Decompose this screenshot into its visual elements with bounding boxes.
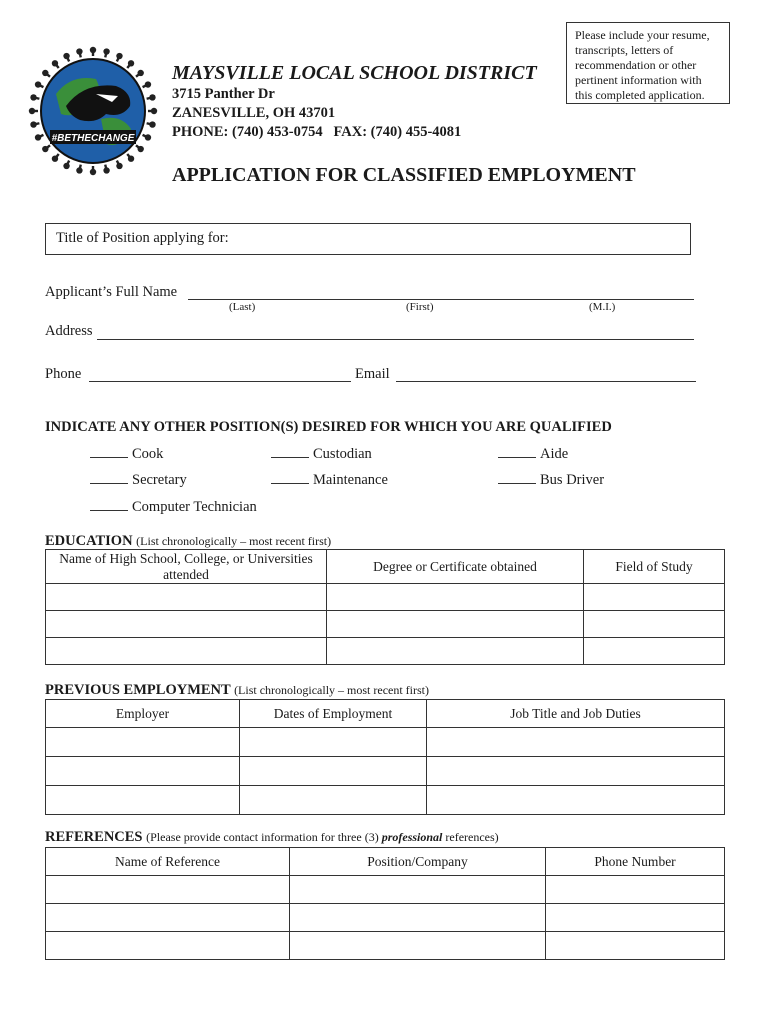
- attachment-note-box: Please include your resume, transcripts, letters of recommendation or other pertinent information with this completed application.: [566, 22, 730, 104]
- figure-body: [136, 73, 141, 77]
- option-label: Secretary: [132, 472, 187, 488]
- option-computer-technician[interactable]: [90, 499, 257, 516]
- figure-body: [147, 123, 153, 124]
- option-label: Custodian: [313, 446, 372, 462]
- figure-body: [105, 52, 106, 58]
- table-row: [46, 584, 725, 611]
- table-cell[interactable]: [290, 876, 546, 904]
- table-cell[interactable]: [546, 876, 725, 904]
- table-cell[interactable]: [240, 786, 427, 815]
- column-header: Position/Company: [290, 848, 546, 876]
- education-heading: [45, 533, 331, 550]
- figure-body: [34, 123, 40, 124]
- table-row: [46, 638, 725, 665]
- table-cell[interactable]: [327, 611, 584, 638]
- figure-body: [79, 165, 80, 171]
- column-header: Degree or Certificate obtained: [327, 550, 584, 584]
- figure-body: [55, 154, 59, 159]
- name-last-caption: (Last): [229, 301, 256, 313]
- figure-body: [45, 145, 50, 149]
- column-header: Name of Reference: [46, 848, 290, 876]
- option-label: Bus Driver: [540, 472, 605, 488]
- table-cell[interactable]: [427, 757, 725, 786]
- table-row: [46, 904, 725, 932]
- table-cell[interactable]: [584, 584, 725, 611]
- table-header-row: [46, 550, 725, 584]
- references-title: REFERENCES: [45, 829, 143, 845]
- employment-title: PREVIOUS EMPLOYMENT: [45, 682, 231, 698]
- column-header: Employer: [46, 700, 240, 728]
- name-first-caption: (First): [406, 301, 434, 313]
- column-header: Dates of Employment: [240, 700, 427, 728]
- table-cell[interactable]: [46, 904, 290, 932]
- table-cell[interactable]: [240, 757, 427, 786]
- district-city: ZANESVILLE, OH 43701: [172, 105, 336, 121]
- name-mi-caption: (M.I.): [589, 301, 616, 313]
- figure-body: [105, 165, 106, 171]
- table-cell[interactable]: [427, 728, 725, 757]
- employment-table: [45, 699, 725, 815]
- option-label: Computer Technician: [132, 499, 257, 515]
- logo-hashtag: #BETHECHANGE: [51, 133, 135, 144]
- table-cell[interactable]: [327, 638, 584, 665]
- column-header: Name of High School, College, or Universities attended: [46, 550, 327, 584]
- figure-body: [79, 52, 80, 58]
- figure-body: [45, 73, 50, 77]
- table-cell[interactable]: [546, 904, 725, 932]
- table-cell[interactable]: [584, 638, 725, 665]
- figure-body: [136, 145, 141, 149]
- figure-body: [147, 97, 153, 98]
- option-blank[interactable]: [271, 482, 309, 484]
- position-title-field[interactable]: [45, 223, 691, 255]
- option-custodian[interactable]: [271, 446, 372, 463]
- table-header-row: [46, 700, 725, 728]
- column-header: Field of Study: [584, 550, 725, 584]
- form-title: APPLICATION FOR CLASSIFIED EMPLOYMENT: [172, 164, 636, 186]
- district-logo: [26, 44, 160, 178]
- table-row: [46, 757, 725, 786]
- table-cell[interactable]: [46, 876, 290, 904]
- other-positions-heading: INDICATE ANY OTHER POSITION(S) DESIRED FOR WHICH YOU ARE QUALIFIED: [45, 419, 612, 435]
- table-row: [46, 876, 725, 904]
- address-line[interactable]: [97, 339, 694, 340]
- address-label: Address: [45, 323, 93, 339]
- option-label: Cook: [132, 446, 164, 462]
- table-row: [46, 786, 725, 815]
- table-cell[interactable]: [46, 638, 327, 665]
- option-label: Maintenance: [313, 472, 388, 488]
- figure-body: [127, 63, 131, 68]
- table-cell[interactable]: [546, 932, 725, 960]
- full-name-line[interactable]: [188, 299, 694, 300]
- table-cell[interactable]: [46, 757, 240, 786]
- table-cell[interactable]: [46, 786, 240, 815]
- option-blank[interactable]: [498, 482, 536, 484]
- education-note: (List chronologically – most recent first): [136, 534, 332, 548]
- option-bus-driver[interactable]: [498, 472, 604, 489]
- table-row: [46, 728, 725, 757]
- references-note: [146, 830, 499, 844]
- district-street: 3715 Panther Dr: [172, 86, 275, 102]
- position-title-label: Title of Position applying for:: [56, 230, 229, 246]
- option-blank[interactable]: [90, 482, 128, 484]
- employment-heading: [45, 682, 429, 699]
- references-heading: [45, 829, 499, 846]
- email-line[interactable]: [396, 381, 696, 382]
- district-phone-fax: PHONE: (740) 453-0754 FAX: (740) 455-4081: [172, 124, 462, 140]
- table-row: [46, 932, 725, 960]
- education-table: [45, 549, 725, 665]
- column-header: Phone Number: [546, 848, 725, 876]
- option-blank[interactable]: [90, 509, 128, 511]
- table-cell[interactable]: [427, 786, 725, 815]
- education-title: EDUCATION: [45, 533, 133, 549]
- full-name-label: Applicant’s Full Name: [45, 284, 178, 300]
- table-cell[interactable]: [584, 611, 725, 638]
- table-cell[interactable]: [290, 904, 546, 932]
- table-cell[interactable]: [240, 728, 427, 757]
- column-header: Job Title and Job Duties: [427, 700, 725, 728]
- table-cell[interactable]: [46, 611, 327, 638]
- table-cell[interactable]: [290, 932, 546, 960]
- email-label: Email: [355, 366, 390, 382]
- option-aide[interactable]: [498, 446, 568, 463]
- references-note-emphasis: professional: [381, 830, 443, 844]
- references-table: [45, 847, 725, 960]
- table-cell[interactable]: [46, 728, 240, 757]
- option-blank[interactable]: [498, 456, 536, 458]
- table-row: [46, 611, 725, 638]
- phone-line[interactable]: [89, 381, 351, 382]
- references-note-text: (Please provide contact information for three (3): [146, 830, 382, 844]
- phone-label: Phone: [45, 366, 82, 382]
- option-blank[interactable]: [271, 456, 309, 458]
- employment-note: (List chronologically – most recent first): [234, 683, 430, 697]
- district-name: MAYSVILLE LOCAL SCHOOL DISTRICT: [172, 62, 537, 84]
- figure-body: [127, 154, 131, 159]
- option-cook[interactable]: [90, 446, 163, 463]
- references-note-text: references): [442, 830, 499, 844]
- option-blank[interactable]: [90, 456, 128, 458]
- option-label: Aide: [540, 446, 569, 462]
- option-maintenance[interactable]: [271, 472, 388, 489]
- table-cell[interactable]: [327, 584, 584, 611]
- table-header-row: [46, 848, 725, 876]
- table-cell[interactable]: [46, 932, 290, 960]
- figure-body: [55, 63, 59, 68]
- option-secretary[interactable]: [90, 472, 187, 489]
- table-cell[interactable]: [46, 584, 327, 611]
- figure-body: [34, 97, 40, 98]
